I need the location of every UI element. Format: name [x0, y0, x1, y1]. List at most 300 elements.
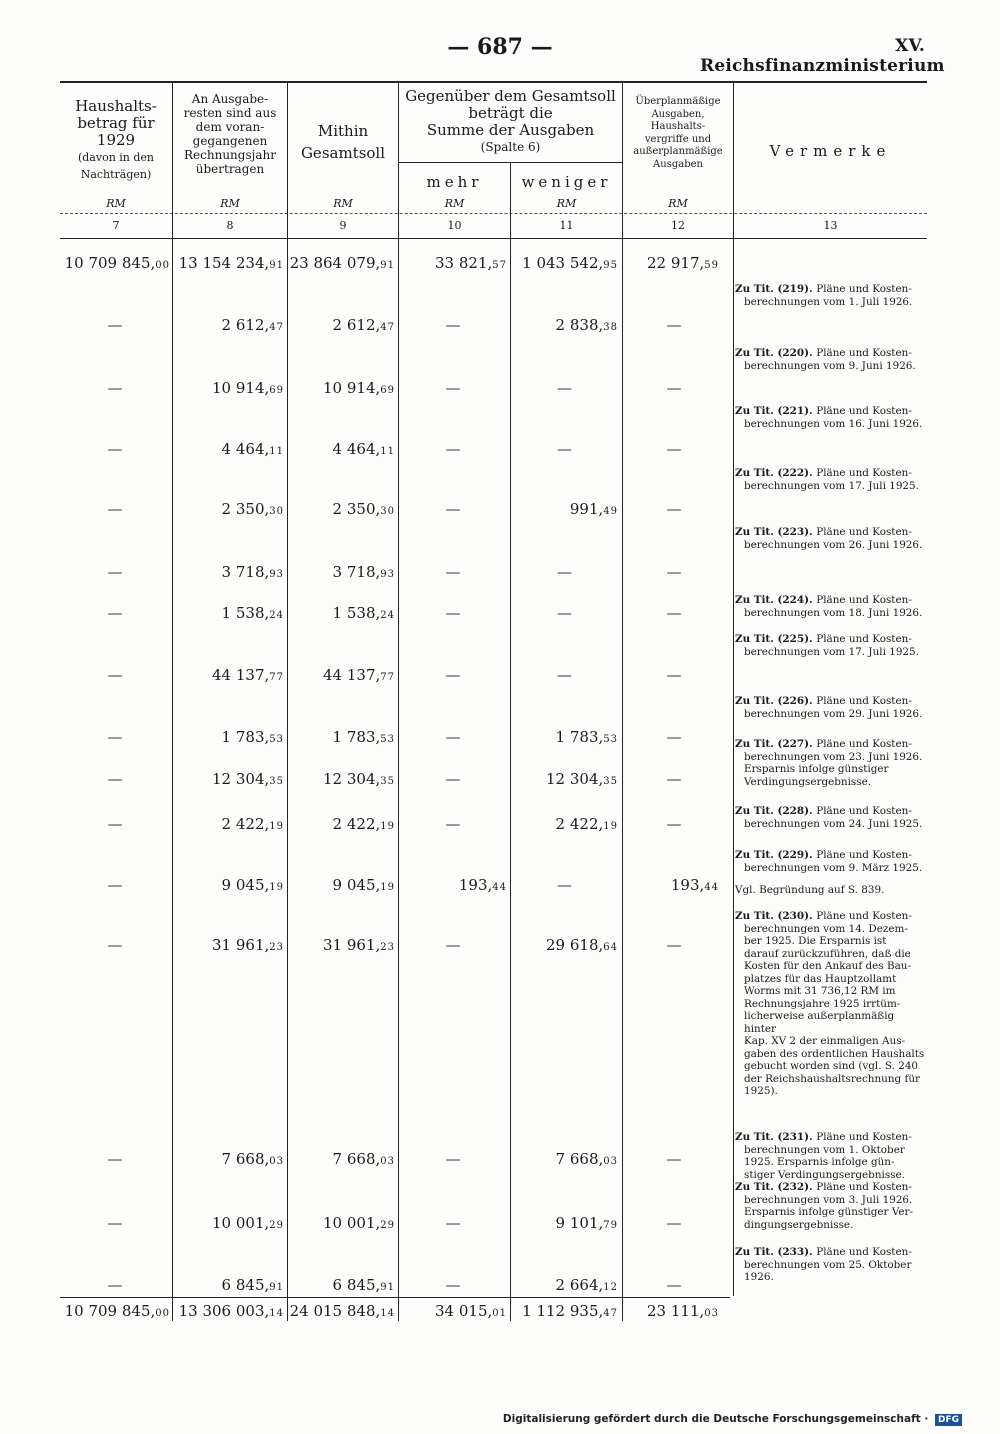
- table-cell-c10: —: [445, 379, 461, 397]
- table-cell-c10: —: [445, 936, 461, 954]
- amount-integer: 10 709 845,: [64, 1302, 156, 1320]
- amount-integer: 10 001,: [212, 1214, 270, 1232]
- table-cell-c7: —: [107, 876, 123, 894]
- remark-line: Ersparnis infolge günstiger: [744, 763, 889, 775]
- header-line: vergriffe und: [644, 133, 712, 145]
- column-divider: [733, 81, 734, 1296]
- remark-line: Vgl. Begründung auf S. 839.: [735, 884, 885, 896]
- remark-entry: [735, 1131, 927, 1181]
- amount-integer: 44 137,: [323, 666, 381, 684]
- remark-line: gaben des ordentlichen Haushalts: [744, 1047, 925, 1060]
- amount-decimal: 53: [380, 734, 395, 745]
- table-cell-c11: [556, 815, 618, 833]
- amount-decimal: 01: [492, 1308, 507, 1319]
- amount-integer: 2 350,: [221, 500, 270, 518]
- table-cell-c12: —: [666, 1150, 682, 1168]
- remark-entry: [735, 695, 927, 720]
- table-cell-c8: [212, 936, 284, 954]
- table-cell-c9: [323, 936, 395, 954]
- amount-decimal: 69: [269, 385, 284, 396]
- table-cell-c7: —: [107, 728, 123, 746]
- table-cell-c7: —: [107, 563, 123, 581]
- header-col9: [288, 120, 398, 164]
- header-line: beträgt die: [468, 104, 553, 122]
- remark-line: Pläne und Kosten-: [816, 283, 912, 295]
- amount-integer: 2 422,: [221, 815, 270, 833]
- table-cell-c8: [222, 440, 284, 458]
- remark-title: Zu Tit. (224).: [735, 594, 817, 606]
- amount-integer: 3 718,: [332, 563, 381, 581]
- header-col7: [60, 98, 172, 183]
- amount-integer: 44 137,: [212, 666, 270, 684]
- table-cell-c10: —: [445, 815, 461, 833]
- table-cell-c11: —: [557, 440, 572, 458]
- amount-integer: 1 783,: [332, 728, 381, 746]
- table-cell-c8: [222, 815, 284, 833]
- unit-label: RM: [333, 197, 353, 210]
- amount-decimal: 11: [269, 446, 284, 457]
- table-cell-c11: [546, 936, 618, 954]
- table-cell-c8: [222, 728, 284, 746]
- amount-integer: 23 864 079,: [289, 254, 381, 272]
- header-line: An Ausgabe-: [191, 92, 269, 106]
- remark-line: Kosten für den Ankauf des Bau-: [744, 960, 911, 972]
- amount-integer: 2 350,: [332, 500, 381, 518]
- remark-entry: [735, 738, 927, 788]
- footer-text: Digitalisierung gefördert durch die Deutsche Forschungsgemeinschaft: [502, 1413, 921, 1425]
- amount-integer: 10 914,: [323, 379, 381, 397]
- amount-integer: 34 015,: [435, 1302, 493, 1320]
- remark-line: Pläne und Kosten-: [816, 1131, 912, 1143]
- remark-line: berechnungen vom 25. Oktober: [744, 1258, 912, 1271]
- table-cell-c10: —: [445, 316, 461, 334]
- table-cell-c8: [179, 254, 284, 272]
- amount-decimal: 19: [380, 882, 395, 893]
- remark-title: Zu Tit. (231).: [735, 1131, 817, 1143]
- table-cell-c9: [333, 500, 395, 518]
- amount-integer: 4 464,: [221, 440, 270, 458]
- remark-line: berechnungen vom 17. Juli 1925.: [744, 645, 919, 658]
- remark-line: Pläne und Kosten-: [816, 1181, 912, 1193]
- header-line: Haushalts-: [650, 121, 706, 132]
- dfg-logo: DFG: [935, 1414, 962, 1426]
- table-cell-c11: —: [557, 876, 572, 894]
- header-line: Summe der Ausgaben: [426, 121, 595, 139]
- remark-line: Rechnungsjahre 1925 irrtüm-: [744, 997, 901, 1010]
- amount-integer: 13 154 234,: [178, 254, 270, 272]
- table-cell-c9: [323, 379, 395, 397]
- header-line: dem voran-: [195, 120, 265, 134]
- remark-line: berechnungen vom 9. Juni 1926.: [744, 359, 916, 372]
- amount-integer: 1 112 935,: [522, 1302, 604, 1320]
- table-cell-c11: [556, 1214, 618, 1232]
- table-cell-c7: [65, 254, 170, 272]
- unit-rule: [60, 213, 927, 214]
- table-cell-c7: —: [107, 604, 123, 622]
- amount-decimal: 44: [492, 882, 507, 893]
- remark-line: Ersparnis infolge günstiger Ver-: [744, 1206, 914, 1218]
- remark-line: gebucht worden sind (vgl. S. 240: [744, 1060, 919, 1072]
- amount-decimal: 95: [603, 260, 618, 271]
- table-cell-c7: —: [107, 815, 123, 833]
- column-number: 8: [226, 219, 234, 232]
- amount-integer: 29 618,: [546, 936, 604, 954]
- table-cell-c9: [323, 770, 395, 788]
- header-line: Gesamtsoll: [300, 144, 386, 162]
- remark-title: Zu Tit. (230).: [735, 910, 817, 922]
- amount-decimal: 03: [704, 1308, 719, 1319]
- amount-integer: 9 045,: [221, 876, 270, 894]
- remark-line: berechnungen vom 14. Dezem-: [744, 922, 908, 935]
- remark-line: Worms mit 31 736,12 RM im: [744, 985, 896, 997]
- amount-integer: 193,: [458, 876, 493, 894]
- amount-integer: 10 914,: [212, 379, 270, 397]
- amount-integer: 22 917,: [647, 254, 705, 272]
- amount-decimal: 03: [269, 1156, 284, 1167]
- remark-title: Zu Tit. (226).: [735, 695, 817, 707]
- amount-decimal: 44: [704, 882, 719, 893]
- header-line: Ausgaben,: [651, 108, 705, 120]
- amount-decimal: 00: [155, 1308, 170, 1319]
- remark-line: berechnungen vom 24. Juni 1925.: [744, 817, 923, 830]
- table-cell-c10: [435, 254, 507, 272]
- header-line: Haushalts-: [75, 97, 157, 115]
- amount-decimal: 12: [603, 1282, 618, 1293]
- amount-decimal: 24: [269, 610, 284, 621]
- table-cell-c12: —: [666, 500, 682, 518]
- table-cell-c10: —: [445, 1150, 461, 1168]
- amount-decimal: 91: [380, 1282, 395, 1293]
- amount-integer: 7 668,: [332, 1150, 381, 1168]
- table-cell-c12: [671, 876, 719, 894]
- amount-integer: 12 304,: [546, 770, 604, 788]
- table-cell-c7: —: [107, 1276, 123, 1294]
- remark-title: Zu Tit. (223).: [735, 526, 817, 538]
- amount-decimal: 93: [380, 569, 395, 580]
- table-cell-c10: —: [445, 563, 461, 581]
- remark-title: Zu Tit. (228).: [735, 805, 817, 817]
- remark-line: Pläne und Kosten-: [816, 467, 912, 479]
- table-cell-c9: [333, 563, 395, 581]
- table-cell-c10: [435, 1302, 507, 1320]
- amount-integer: 1 538,: [221, 604, 270, 622]
- header-line: Gegenüber dem Gesamtsoll: [405, 87, 616, 105]
- header-col8: [173, 92, 287, 176]
- amount-decimal: 57: [492, 260, 507, 271]
- amount-integer: 9 101,: [555, 1214, 604, 1232]
- column-number: 11: [559, 219, 574, 232]
- table-cell-c11: [556, 316, 618, 334]
- remark-line: platzes für das Hauptzollamt: [744, 972, 897, 985]
- column-divider: [510, 162, 511, 1321]
- amount-decimal: 19: [380, 821, 395, 832]
- remark-entry: [735, 526, 927, 551]
- remark-entry: [735, 805, 927, 830]
- unit-label: RM: [106, 197, 126, 210]
- amount-integer: 1 783,: [555, 728, 604, 746]
- table-cell-c7: —: [107, 770, 123, 788]
- amount-decimal: 77: [269, 672, 284, 683]
- remark-entry: [735, 884, 927, 897]
- amount-decimal: 24: [380, 610, 395, 621]
- remark-line: der Reichshaushaltsrechnung für: [744, 1072, 921, 1085]
- remark-line: Pläne und Kosten-: [816, 849, 912, 861]
- amount-integer: 9 045,: [332, 876, 381, 894]
- remark-title: Zu Tit. (222).: [735, 467, 817, 479]
- remark-entry: [735, 1181, 927, 1231]
- amount-integer: 193,: [670, 876, 705, 894]
- table-cell-c7: —: [107, 666, 123, 684]
- table-cell-c7: —: [107, 379, 123, 397]
- table-cell-c8: [222, 1276, 284, 1294]
- amount-decimal: 38: [603, 322, 618, 333]
- header-line: Überplanmäßige: [635, 96, 721, 107]
- table-cell-c11: [522, 1302, 618, 1320]
- totals-top-rule: [60, 1297, 730, 1298]
- table-cell-c9: [333, 728, 395, 746]
- remark-title: Zu Tit. (232).: [735, 1181, 817, 1193]
- header-line: gegangenen: [192, 134, 268, 148]
- amount-integer: 6 845,: [332, 1276, 381, 1294]
- column-divider: [622, 81, 623, 1321]
- table-cell-c11: [546, 770, 618, 788]
- amount-decimal: 11: [380, 446, 395, 457]
- table-cell-c12: —: [666, 1214, 682, 1232]
- column-number: 9: [339, 219, 347, 232]
- amount-decimal: 91: [380, 260, 395, 271]
- unit-label: RM: [220, 197, 240, 210]
- table-cell-c7: —: [107, 500, 123, 518]
- table-cell-c10: —: [445, 666, 461, 684]
- amount-decimal: 19: [269, 882, 284, 893]
- remark-line: berechnungen vom 16. Juni 1926.: [744, 417, 923, 430]
- amount-decimal: 35: [380, 776, 395, 787]
- header-line: Nachträgen): [80, 168, 152, 181]
- amount-integer: 13 306 003,: [178, 1302, 270, 1320]
- column-divider: [172, 81, 173, 1321]
- remark-line: darauf zurückzuführen, daß die: [744, 947, 911, 960]
- amount-decimal: 14: [380, 1308, 395, 1319]
- header-bottom-rule: [60, 238, 927, 239]
- amount-decimal: 14: [269, 1308, 284, 1319]
- remark-line: Pläne und Kosten-: [816, 738, 912, 750]
- remark-title: Zu Tit. (229).: [735, 849, 817, 861]
- remark-line: berechnungen vom 17. Juli 1925.: [744, 479, 919, 492]
- table-top-rule: [60, 81, 927, 83]
- remark-line: berechnungen vom 3. Juli 1926.: [744, 1193, 913, 1206]
- remark-title: Zu Tit. (233).: [735, 1246, 817, 1258]
- amount-decimal: 00: [155, 260, 170, 271]
- amount-decimal: 77: [380, 672, 395, 683]
- remark-title: Zu Tit. (225).: [735, 633, 817, 645]
- amount-integer: 3 718,: [221, 563, 270, 581]
- header-line: Rechnungsjahr: [184, 148, 276, 162]
- remark-entry: [735, 910, 927, 1098]
- table-cell-c8: [179, 1302, 284, 1320]
- amount-decimal: 03: [380, 1156, 395, 1167]
- amount-decimal: 53: [603, 734, 618, 745]
- table-cell-c12: —: [666, 770, 682, 788]
- amount-integer: 10 709 845,: [64, 254, 156, 272]
- amount-integer: 2 838,: [555, 316, 604, 334]
- table-cell-c12: —: [666, 379, 682, 397]
- amount-decimal: 47: [603, 1308, 618, 1319]
- table-cell-c9: [333, 876, 395, 894]
- table-cell-c8: [212, 770, 284, 788]
- table-cell-c9: [333, 815, 395, 833]
- remark-line: Pläne und Kosten-: [816, 594, 912, 606]
- table-cell-c7: [65, 1302, 170, 1320]
- header-col12: [623, 96, 733, 171]
- table-cell-c10: —: [445, 1214, 461, 1232]
- table-cell-c8: [222, 1150, 284, 1168]
- remark-line: Pläne und Kosten-: [816, 526, 912, 538]
- table-cell-c11: [522, 254, 618, 272]
- header-col10-11: [399, 88, 622, 156]
- table-cell-c12: —: [666, 815, 682, 833]
- table-cell-c8: [222, 316, 284, 334]
- table-cell-c10: —: [445, 1276, 461, 1294]
- remark-line: 1925. Ersparnis infolge gün-: [744, 1156, 895, 1168]
- header-line: außerplanmäßige: [633, 146, 723, 157]
- header-col11: weniger: [521, 173, 612, 191]
- amount-integer: 31 961,: [212, 936, 270, 954]
- footer-credit: Digitalisierung gefördert durch die Deutsche Forschungsgemeinschaft · DFG: [503, 1413, 962, 1426]
- table-cell-c9: [323, 1214, 395, 1232]
- header-line: resten sind aus: [183, 106, 277, 120]
- amount-decimal: 69: [380, 385, 395, 396]
- remark-entry: [735, 405, 927, 430]
- remark-line: stiger Verdingungsergebnisse.: [744, 1168, 905, 1181]
- table-cell-c12: [647, 254, 719, 272]
- header-col13: Vermerke: [769, 142, 892, 160]
- header-line: übertragen: [195, 162, 265, 176]
- table-cell-c9: [333, 316, 395, 334]
- remark-entry: [735, 594, 927, 619]
- unit-label: RM: [444, 197, 465, 210]
- remark-line: berechnungen vom 9. März 1925.: [744, 861, 923, 874]
- remark-line: Pläne und Kosten-: [816, 910, 912, 922]
- remark-line: berechnungen vom 1. Juli 1926.: [744, 295, 913, 308]
- header-line: 1929: [96, 131, 136, 149]
- table-cell-c7: —: [107, 316, 123, 334]
- table-cell-c9: [333, 604, 395, 622]
- column-number: 12: [671, 219, 685, 232]
- amount-decimal: 23: [269, 942, 284, 953]
- header-line: Mithin: [317, 122, 369, 140]
- header-line: Ausgaben: [653, 158, 703, 170]
- unit-label: RM: [556, 197, 577, 210]
- table-cell-c7: —: [107, 1214, 123, 1232]
- amount-integer: 33 821,: [435, 254, 493, 272]
- amount-decimal: 29: [269, 1220, 284, 1231]
- remark-line: berechnungen vom 1. Oktober: [744, 1143, 905, 1156]
- amount-integer: 1 538,: [332, 604, 381, 622]
- table-cell-c11: [556, 728, 618, 746]
- remark-entry: [735, 849, 927, 874]
- amount-integer: 2 612,: [332, 316, 381, 334]
- remark-line: berechnungen vom 26. Juni 1926.: [744, 538, 923, 551]
- amount-integer: 2 422,: [555, 815, 604, 833]
- amount-integer: 2 612,: [221, 316, 270, 334]
- table-cell-c11: [556, 1150, 618, 1168]
- table-cell-c12: —: [666, 1276, 682, 1294]
- amount-decimal: 47: [380, 322, 395, 333]
- remark-line: Pläne und Kosten-: [816, 1246, 912, 1258]
- amount-decimal: 79: [603, 1220, 618, 1231]
- remark-line: berechnungen vom 29. Juni 1926.: [744, 707, 923, 720]
- remark-line: berechnungen vom 23. Juni 1926.: [744, 750, 923, 763]
- page-number: — 687 —: [447, 34, 553, 60]
- table-cell-c8: [222, 604, 284, 622]
- table-cell-c12: —: [666, 666, 682, 684]
- column-divider: [398, 81, 399, 1321]
- amount-integer: 7 668,: [555, 1150, 604, 1168]
- amount-decimal: 30: [380, 506, 395, 517]
- table-cell-c11: —: [557, 666, 572, 684]
- table-cell-c8: [212, 666, 284, 684]
- amount-integer: 2 422,: [332, 815, 381, 833]
- amount-decimal: 19: [603, 821, 618, 832]
- unit-label: RM: [668, 197, 688, 210]
- remark-line: dingungsergebnisse.: [744, 1218, 854, 1231]
- remark-line: Kap. XV 2 der einmaligen Aus-: [744, 1035, 906, 1047]
- table-cell-c8: [212, 379, 284, 397]
- amount-integer: 12 304,: [323, 770, 381, 788]
- remark-entry: [735, 347, 927, 372]
- column-number: 7: [112, 219, 120, 232]
- table-cell-c9: [333, 1276, 395, 1294]
- table-cell-c8: [222, 563, 284, 581]
- table-cell-c12: —: [666, 604, 682, 622]
- table-cell-c9: [290, 254, 395, 272]
- table-cell-c9: [333, 440, 395, 458]
- amount-integer: 10 001,: [323, 1214, 381, 1232]
- amount-decimal: 19: [269, 821, 284, 832]
- header-line: (davon in den: [77, 151, 155, 164]
- table-cell-c12: —: [666, 440, 682, 458]
- table-cell-c7: —: [107, 440, 123, 458]
- table-cell-c9: [333, 1150, 395, 1168]
- amount-decimal: 03: [603, 1156, 618, 1167]
- remark-title: Zu Tit. (227).: [735, 738, 817, 750]
- remark-line: Pläne und Kosten-: [816, 805, 912, 817]
- amount-integer: 2 664,: [555, 1276, 604, 1294]
- table-cell-c11: —: [557, 379, 572, 397]
- table-cell-c10: —: [445, 604, 461, 622]
- remark-entry: [735, 1246, 927, 1284]
- amount-integer: 7 668,: [221, 1150, 270, 1168]
- table-cell-c11: [556, 1276, 618, 1294]
- header-line: betrag für: [77, 114, 155, 132]
- remark-title: Zu Tit. (221).: [735, 405, 817, 417]
- remark-title: Zu Tit. (219).: [735, 283, 817, 295]
- amount-integer: 1 043 542,: [522, 254, 604, 272]
- remark-entry: [735, 633, 927, 658]
- remark-line: ber 1925. Die Ersparnis ist: [744, 935, 887, 947]
- remark-line: Pläne und Kosten-: [816, 695, 912, 707]
- amount-decimal: 53: [269, 734, 284, 745]
- chapter-title: XV. Reichsfinanzministerium: [700, 36, 945, 76]
- amount-decimal: 35: [269, 776, 284, 787]
- table-cell-c12: —: [666, 728, 682, 746]
- table-cell-c12: [647, 1302, 719, 1320]
- amount-integer: 1 783,: [221, 728, 270, 746]
- remark-line: Verdingungsergebnisse.: [744, 775, 872, 788]
- amount-decimal: 59: [704, 260, 719, 271]
- amount-decimal: 91: [269, 1282, 284, 1293]
- table-cell-c12: —: [666, 936, 682, 954]
